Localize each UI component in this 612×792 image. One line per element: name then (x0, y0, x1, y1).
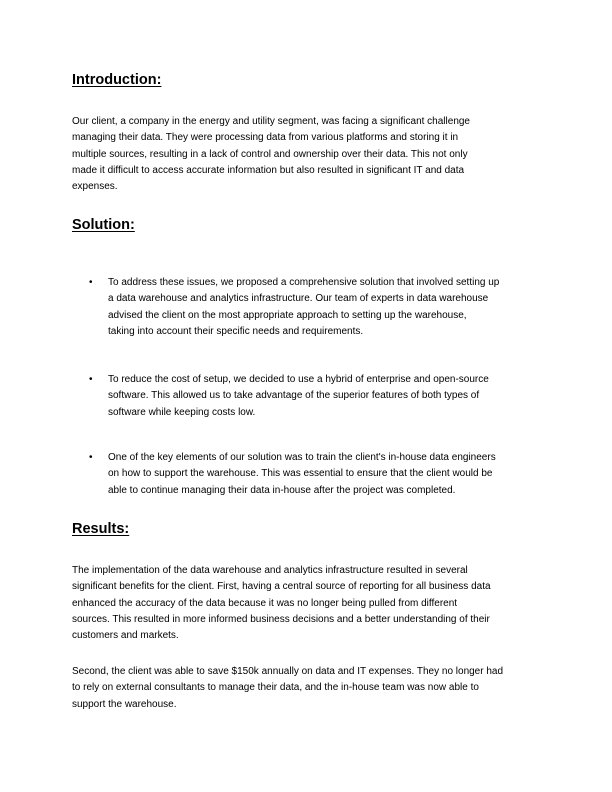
text-line: software. This allowed us to take advantage of the superior features of both types of (108, 390, 480, 402)
text-line: To address these issues, we proposed a comprehensive solution that involved setting up (108, 277, 500, 288)
text-line: enhanced the accuracy of the data because it was no longer being pulled from different (72, 597, 458, 609)
text-line: The implementation of the data warehouse and analytics infrastructure resulted in several (72, 565, 468, 576)
results-heading: Results: (72, 521, 130, 537)
text-line: on how to support the warehouse. This was essential to ensure that the client would be (108, 468, 493, 480)
text-line: customers and markets. (72, 630, 179, 642)
text-line: managing their data. They were processing data from various platforms and storing it in (72, 132, 459, 144)
text-line: significant benefits for the client. First, having a central source of reporting for all business data (72, 581, 491, 593)
text-line: multiple sources, resulting in a lack of control and ownership over their data. This not only (72, 148, 468, 160)
text-line: taking into account their specific needs and requirements. (108, 325, 364, 337)
text-line: support the warehouse. (72, 698, 177, 710)
text-line: To reduce the cost of setup, we decided to use a hybrid of enterprise and open-source (108, 374, 489, 385)
bullet-icon: • (89, 374, 93, 385)
text-line: One of the key elements of our solution was to train the client's in-house data engineers (108, 452, 496, 463)
text-line: software while keeping costs low. (108, 406, 256, 418)
text-line: able to continue managing their data in-house after the project was completed. (108, 484, 456, 496)
introduction-paragraph (72, 114, 470, 195)
text-line: expenses. (72, 181, 118, 193)
text-line: made it difficult to access accurate information but also resulted in significant IT and data (72, 164, 465, 176)
introduction-heading: Introduction: (72, 72, 162, 88)
text-line: sources. This resulted in more informed business decisions and a better understanding of their (72, 613, 490, 625)
results-paragraph (72, 664, 503, 713)
bullet-icon: • (89, 277, 93, 288)
text-line: a data warehouse and analytics infrastructure. Our team of experts in data warehouse (108, 293, 489, 305)
text-line: advised the client on the most appropriate approach to setting up the warehouse, (108, 309, 467, 321)
text-line: to rely on external consultants to manage their data, and the in-house team was now able to (72, 682, 479, 694)
results-paragraph (72, 563, 491, 644)
text-line: Our client, a company in the energy and utility segment, was facing a significant challenge (72, 116, 470, 127)
bullet-icon: • (89, 452, 93, 463)
text-line: Second, the client was able to save $150k annually on data and IT expenses. They no longer had (72, 666, 504, 677)
solution-heading: Solution: (72, 217, 135, 233)
